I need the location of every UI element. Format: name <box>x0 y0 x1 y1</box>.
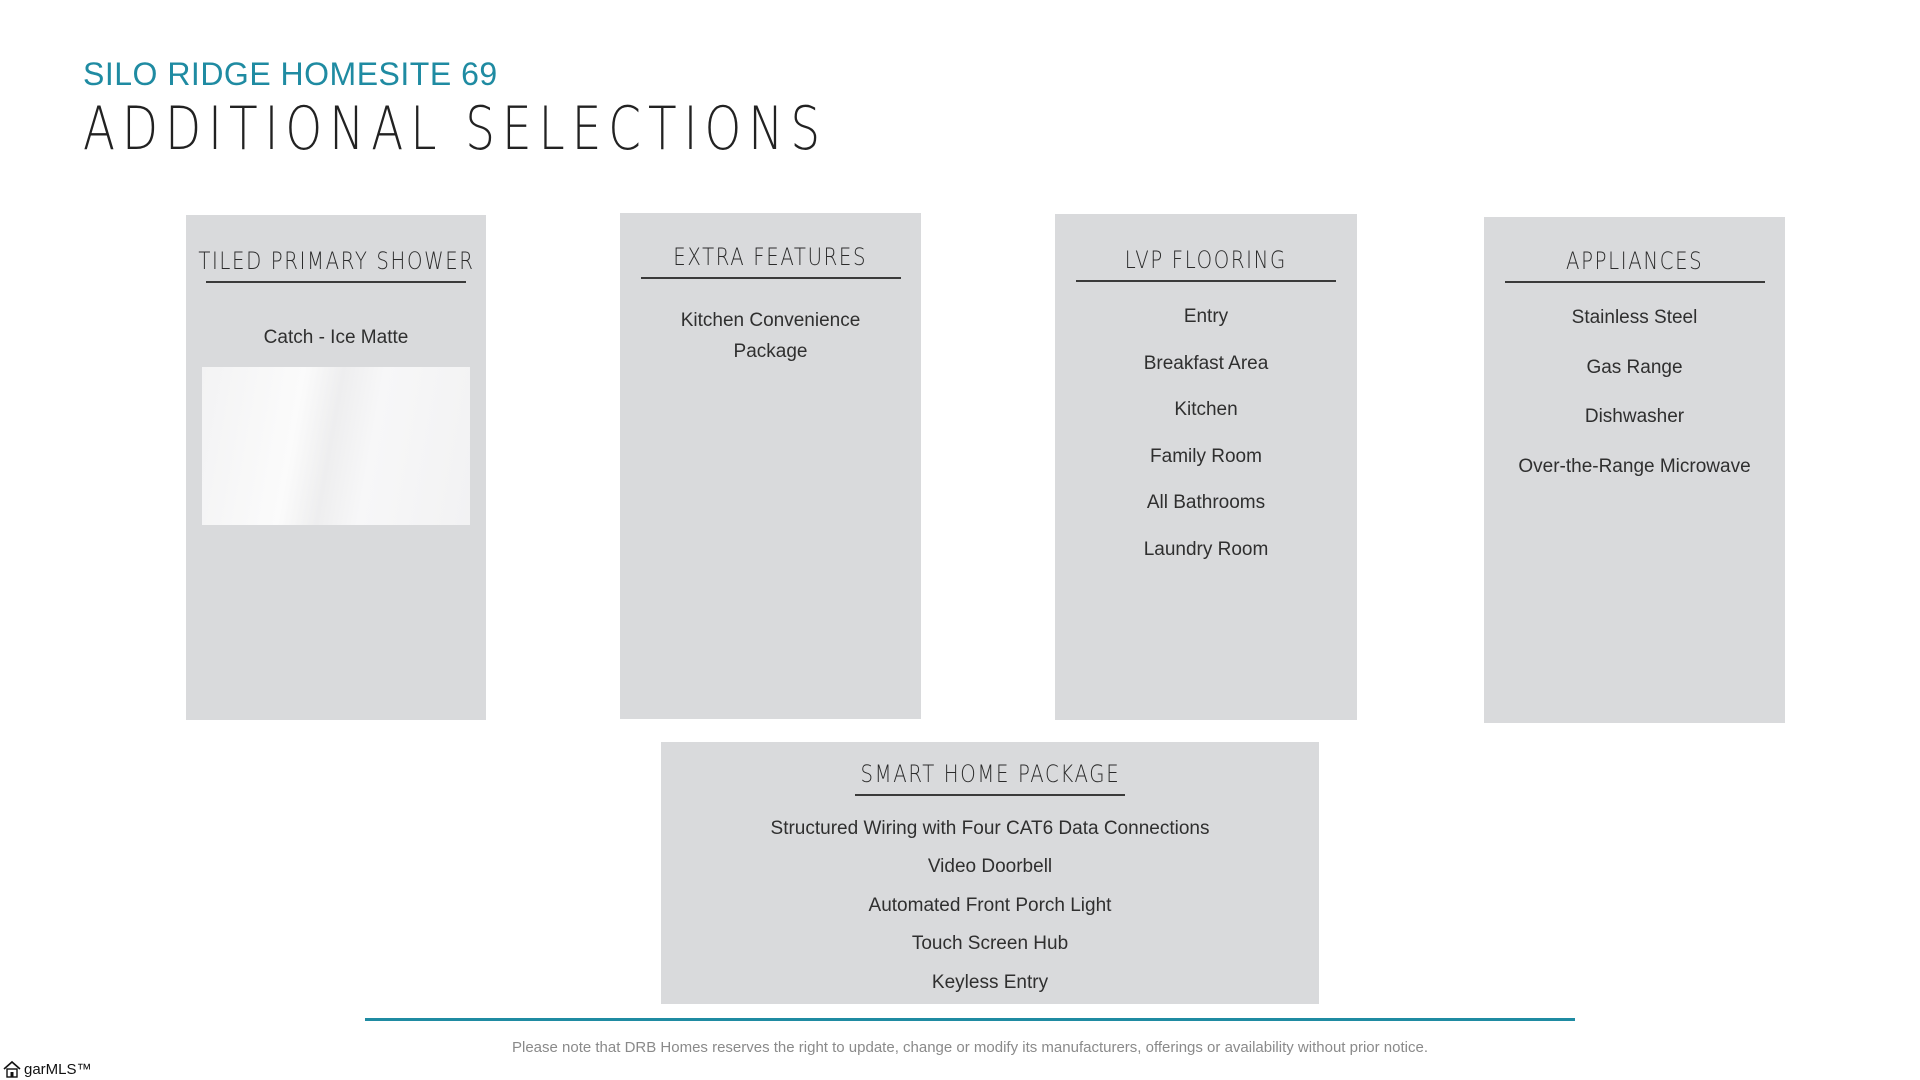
list-item: Entry <box>1183 306 1229 327</box>
mls-logo <box>2 1060 92 1078</box>
list-item: Kitchen <box>1174 399 1238 420</box>
mls-logo-text: garMLS™ <box>24 1060 92 1078</box>
title-divider <box>206 281 466 283</box>
card-tiled-primary-shower <box>186 215 486 720</box>
list-item: Laundry Room <box>1143 538 1269 560</box>
title-divider <box>855 794 1125 796</box>
footer-divider <box>365 1018 1575 1021</box>
disclaimer-text: Please note that DRB Homes reserves the right to update, change or modify its manufacturers, offerings or availability without prior notice. <box>511 1039 1428 1056</box>
list-item: Breakfast Area <box>1143 352 1269 374</box>
house-icon <box>2 1060 22 1078</box>
item-list <box>651 305 891 367</box>
card-appliances <box>1484 217 1785 723</box>
list-item: Stainless Steel <box>1571 307 1698 328</box>
title-divider <box>1505 281 1765 283</box>
list-item: Video Doorbell <box>927 856 1053 878</box>
page-title: ADDITIONAL SELECTIONS <box>83 94 828 164</box>
list-item: All Bathrooms <box>1146 492 1266 513</box>
card-title: LVP FLOORING <box>1124 246 1288 274</box>
list-item: Touch Screen Hub <box>911 933 1069 955</box>
item-list <box>1144 294 1269 573</box>
title-divider <box>641 277 901 279</box>
item-list <box>1518 293 1750 491</box>
card-extra-features <box>620 213 921 719</box>
list-item: Family Room <box>1150 445 1262 467</box>
list-item: Gas Range <box>1586 356 1683 378</box>
homesite-subtitle: SILO RIDGE HOMESITE 69 <box>83 56 498 92</box>
card-title: APPLIANCES <box>1565 247 1704 275</box>
item-list <box>771 810 1210 1002</box>
list-item: Dishwasher <box>1584 406 1685 427</box>
list-item: Automated Front Porch Light <box>868 894 1112 916</box>
item-list <box>264 327 409 349</box>
title-divider <box>1076 280 1336 282</box>
card-title: TILED PRIMARY SHOWER <box>197 247 475 275</box>
card-smart-home-package <box>661 742 1319 1004</box>
card-lvp-flooring <box>1055 214 1357 720</box>
list-item: Over-the-Range Microwave <box>1518 455 1751 477</box>
list-item: Structured Wiring with Four CAT6 Data Connections <box>770 818 1210 839</box>
list-item: Keyless Entry <box>931 971 1049 993</box>
tile-swatch-image <box>202 367 470 525</box>
list-item: Kitchen Convenience Package <box>680 310 861 362</box>
card-title: SMART HOME PACKAGE <box>860 760 1120 788</box>
list-item: Catch - Ice Matte <box>263 327 409 348</box>
card-title: EXTRA FEATURES <box>673 243 868 271</box>
